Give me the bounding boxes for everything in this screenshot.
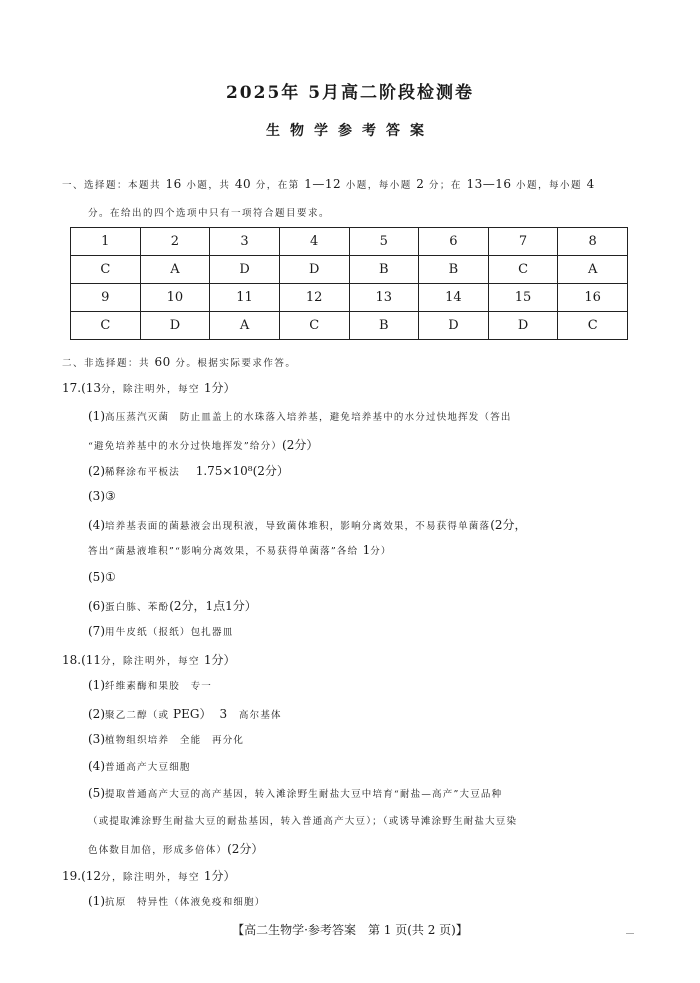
table-cell: 8 bbox=[558, 228, 628, 256]
table-cell: D bbox=[419, 312, 489, 340]
table-cell: C bbox=[558, 312, 628, 340]
q17-answer-4-cont: 答出“菌悬液堆积”“影响分离效果，不易获得单菌落”各给 1分） bbox=[88, 543, 392, 557]
corner-mark bbox=[626, 933, 634, 934]
table-row bbox=[71, 284, 628, 312]
q18-answer-2: (2)聚乙二醇（或 PEG） 3 高尔基体 bbox=[88, 707, 282, 721]
table-cell: 9 bbox=[71, 284, 141, 312]
table-cell: 12 bbox=[279, 284, 349, 312]
q17-answer-5: (5)① bbox=[88, 570, 116, 584]
table-cell: C bbox=[71, 256, 141, 284]
q17-answer-6: (6)蛋白胨、苯酚(2分，1点1分） bbox=[88, 599, 257, 613]
table-cell: A bbox=[210, 312, 280, 340]
table-cell: C bbox=[488, 256, 558, 284]
table-cell: 4 bbox=[279, 228, 349, 256]
page-title: 2025年 5月高二阶段检测卷 bbox=[225, 83, 475, 103]
q17-answer-7: (7)用牛皮纸（报纸）包扎器皿 bbox=[88, 624, 234, 638]
page-footer: 【高二生物学·参考答案 第 1 页(共 2 页)】 bbox=[232, 923, 468, 937]
table-cell: 1 bbox=[71, 228, 141, 256]
table-cell: C bbox=[279, 312, 349, 340]
part2-intro: 二、非选择题：共 60 分。根据实际要求作答。 bbox=[62, 355, 297, 369]
q17-answer-1-cont: “避免培养基中的水分过快地挥发”给分）(2分） bbox=[88, 438, 319, 452]
answer-table bbox=[70, 227, 628, 340]
table-row bbox=[71, 256, 628, 284]
table-cell: D bbox=[279, 256, 349, 284]
part1-intro-line2: 分。在给出的四个选项中只有一项符合题目要求。 bbox=[88, 208, 331, 219]
table-cell: 3 bbox=[210, 228, 280, 256]
q17-answer-2: (2)稀释涂布平板法 1.75×10⁸(2分） bbox=[88, 464, 289, 478]
table-cell: 10 bbox=[140, 284, 210, 312]
q18-header: 18.(11分，除注明外，每空 1分） bbox=[62, 653, 236, 667]
table-row bbox=[71, 312, 628, 340]
q17-answer-4: (4)培养基表面的菌悬液会出现积液，导致菌体堆积，影响分离效果，不易获得单菌落(2分， bbox=[88, 518, 527, 532]
table-cell: 5 bbox=[349, 228, 419, 256]
table-cell: 7 bbox=[488, 228, 558, 256]
table-cell: D bbox=[140, 312, 210, 340]
table-cell: D bbox=[210, 256, 280, 284]
table-cell: 14 bbox=[419, 284, 489, 312]
table-cell: B bbox=[349, 256, 419, 284]
table-cell: C bbox=[71, 312, 141, 340]
q18-answer-3: (3)植物组织培养 全能 再分化 bbox=[88, 732, 245, 746]
q18-answer-1: (1)纤维素酶和果胶 专一 bbox=[88, 678, 213, 692]
q19-answer-1: (1)抗原 特异性（体液免疫和细胞） bbox=[88, 894, 266, 908]
table-cell: B bbox=[349, 312, 419, 340]
q17-header: 17.(13分，除注明外，每空 1分） bbox=[62, 381, 236, 395]
q19-header: 19.(12分，除注明外，每空 1分） bbox=[62, 869, 236, 883]
table-cell: 2 bbox=[140, 228, 210, 256]
part1-intro-line1: 一、选择题：本题共 16 小题，共 40 分，在第 1—12 小题，每小题 2 分；在 13—16 小题，每小题 4 bbox=[62, 177, 595, 191]
table-cell: 15 bbox=[488, 284, 558, 312]
table-cell: 13 bbox=[349, 284, 419, 312]
table-cell: 6 bbox=[419, 228, 489, 256]
table-cell: 16 bbox=[558, 284, 628, 312]
table-cell: 11 bbox=[210, 284, 280, 312]
q18-answer-4: (4)普通高产大豆细胞 bbox=[88, 759, 191, 773]
q18-answer-5-cont1: （或提取滩涂野生耐盐大豆的耐盐基因，转入普通高产大豆）；（或诱导滩涂野生耐盐大豆染 bbox=[88, 816, 518, 827]
page-subtitle: 生物学参考答案 bbox=[266, 123, 434, 139]
q18-answer-5: (5)提取普通高产大豆的高产基因，转入滩涂野生耐盐大豆中培育“耐盐—高产”大豆品种 bbox=[88, 786, 503, 800]
table-cell: A bbox=[140, 256, 210, 284]
q18-answer-5-cont2: 色体数目加倍，形成多倍体）(2分） bbox=[88, 842, 264, 856]
table-cell: B bbox=[419, 256, 489, 284]
q17-answer-3: (3)③ bbox=[88, 489, 116, 503]
q17-answer-1: (1)高压蒸汽灭菌 防止皿盖上的水珠落入培养基，避免培养基中的水分过快地挥发（答出 bbox=[88, 409, 512, 423]
table-row bbox=[71, 228, 628, 256]
table-cell: A bbox=[558, 256, 628, 284]
table-cell: D bbox=[488, 312, 558, 340]
